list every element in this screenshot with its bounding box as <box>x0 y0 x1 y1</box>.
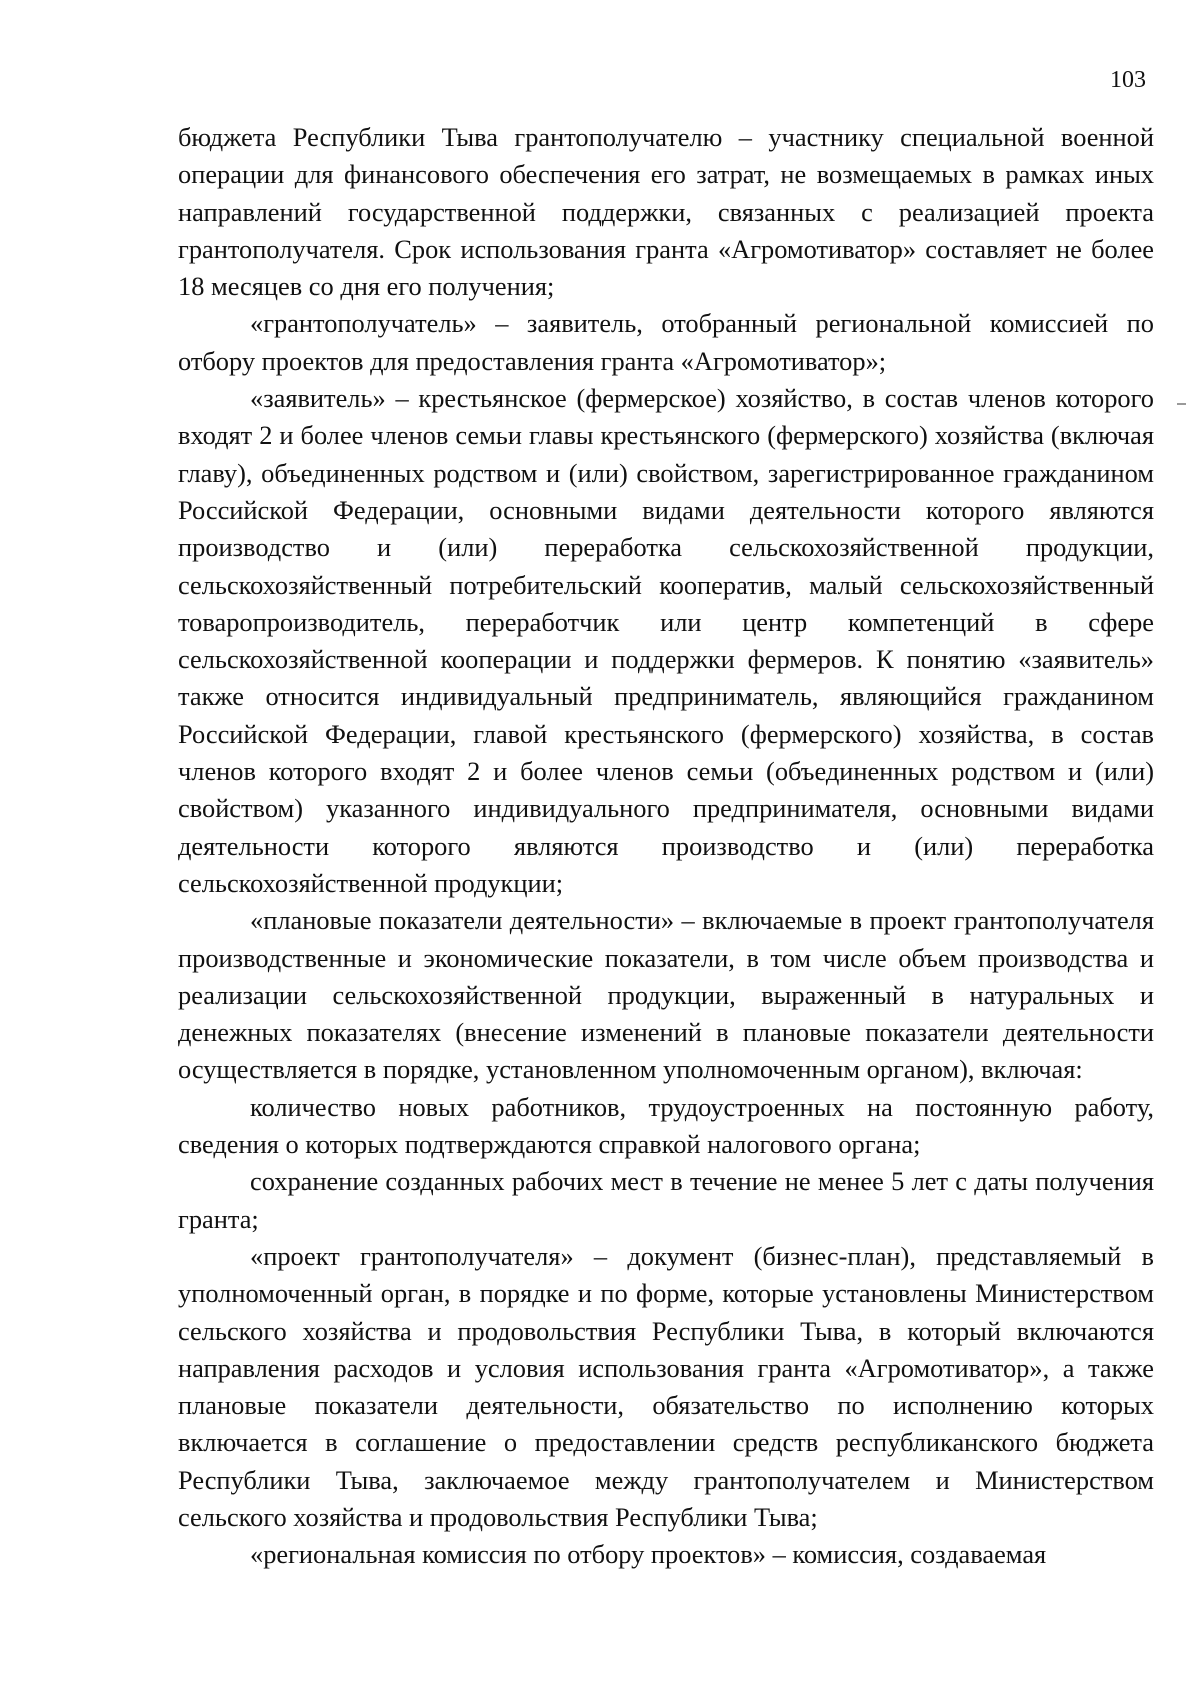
page-number: 103 <box>1110 67 1146 93</box>
paragraph-planned-indicators-definition: «плановые показатели деятельности» – включаемые в проект грантополучателя производственные и экономические показатели, в том числе объем производства и реализации сельскохозяйственной продукции, выраженный в натуральных и денежных показателях (внесение изменений в плановые показатели деятельности осуществляется в порядке, установленном уполномоченным органом), включая: <box>178 905 1154 1085</box>
paragraph-grantee-definition: «грантополучатель» – заявитель, отобранный региональной комиссией по отбору проектов для предоставления гранта «Агромотиватор»; <box>178 308 1154 376</box>
paragraph-regional-commission: «региональная комиссия по отбору проектов» – комиссия, создаваемая <box>250 1539 1047 1570</box>
paragraph-job-retention: сохранение созданных рабочих мест в течение не менее 5 лет с даты получения гранта; <box>178 1166 1154 1234</box>
document-body <box>178 119 1154 1574</box>
paragraph-budget-continuation: бюджета Республики Тыва грантополучателю – участнику специальной военной операции для финансового обеспечения его затрат, не возмещаемых в рамках иных направлений государственной поддержки, связанных с реализацией проекта грантополучателя. Срок использования гранта «Агромотиватор» составляет не более 18 месяцев со дня его получения; <box>178 122 1154 302</box>
scan-speck <box>1177 403 1186 405</box>
paragraph-new-employees: количество новых работников, трудоустроенных на постоянную работу, сведения о которых подтверждаются справкой налогового органа; <box>178 1091 1154 1160</box>
paragraph-applicant-definition: «заявитель» – крестьянское (фермерское) хозяйство, в состав членов которого входят 2 и более членов семьи главы крестьянского (фермерского) хозяйства (включая главу), объединенных родством и (или) свойством, зарегистрированное гражданином Российской Федерации, основными видами деятельности которого являются производство и (или) переработка сельскохозяйственной продукции, сельскохозяйственный потребительский кооператив, малый сельскохозяйственный товаропроизводитель, переработчик или центр компетенций в сфере сельскохозяйственной кооперации и поддержки фермеров. К понятию «заявитель» также относится индивидуальный предприниматель, являющийся гражданином Российской Федерации, главой крестьянского (фермерского) хозяйства, в состав членов которого входят 2 и более членов семьи (объединенных родством и (или) свойством) указанного индивидуального предпринимателя, основными видами деятельности которого являются производство и (или) переработка сельскохозяйственной продукции; <box>178 383 1154 898</box>
paragraph-grantee-project-definition: «проект грантополучателя» – документ (бизнес-план), представляемый в уполномоченный орган, в порядке и по форме, которые установлены Министерством сельского хозяйства и продовольствия Республики Тыва, в который включаются направления расходов и условия использования гранта «Агромотиватор», а также плановые показатели деятельности, обязательство по исполнению которых включается в соглашение о предоставлении средств республиканского бюджета Республики Тыва, заключаемое между грантополучателем и Министерством сельского хозяйства и продовольствия Республики Тыва; <box>178 1240 1154 1532</box>
